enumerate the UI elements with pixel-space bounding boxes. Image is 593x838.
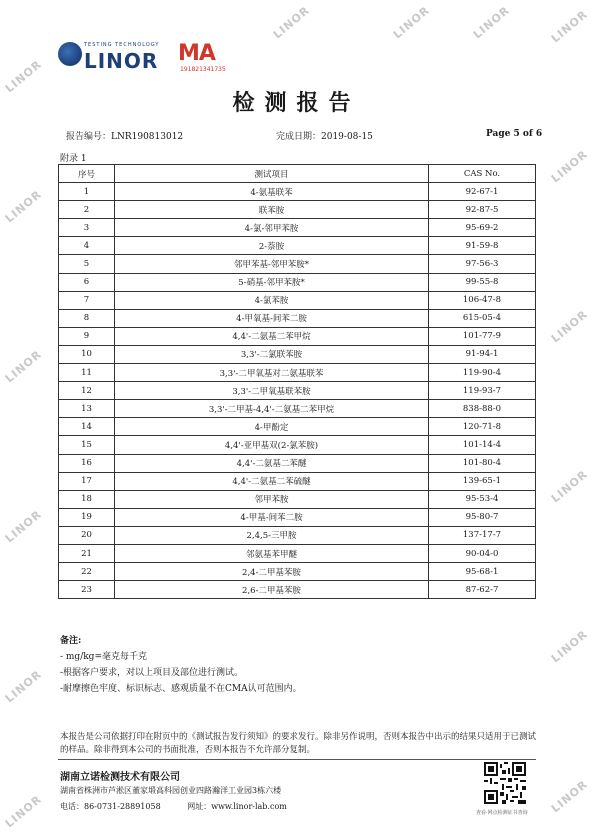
note-line: -根据客户要求，对以上项目及部位进行测试。 [60,668,244,678]
cell-no: 9 [59,327,115,345]
logo-text: LINOR [84,49,159,73]
cell-test-item: 4-氨基联苯 [115,183,429,201]
cell-cas-number: 92-67-1 [429,183,536,201]
table-row [59,581,536,599]
cell-cas-number: 119-93-7 [429,382,536,400]
table-row [59,183,536,201]
watermark: LINOR [548,627,591,666]
cell-no: 16 [59,454,115,472]
qr-code-icon [484,762,526,804]
cell-no: 4 [59,237,115,255]
cell-test-item: 4,4'-二氨基二苯硫醚 [115,472,429,490]
cell-no: 22 [59,563,115,581]
table-row [59,309,536,327]
cell-test-item: 3,3'-二甲基-4,4'-二氨基二苯甲烷 [115,400,429,418]
cell-test-item: 4-氯苯胺 [115,291,429,309]
column-header-cas: CAS No. [429,165,536,183]
cell-no: 15 [59,436,115,454]
cell-cas-number: 615-05-4 [429,309,536,327]
cell-test-item: 4-甲酚定 [115,418,429,436]
cell-cas-number: 95-80-7 [429,508,536,526]
notes [60,633,302,697]
cell-no: 18 [59,490,115,508]
watermark: LINOR [548,7,591,46]
cell-test-item: 3,3'-二氯联苯胺 [115,345,429,363]
footer-divider [58,759,536,760]
phone: 电话：86-0731-28891058 [60,802,161,811]
cell-cas-number: 101-80-4 [429,454,536,472]
watermark: LINOR [2,792,45,831]
cell-no: 20 [59,526,115,544]
page-title: 检测报告 [232,90,361,116]
cell-cas-number: 101-77-9 [429,327,536,345]
cell-cas-number: 99-55-8 [429,273,536,291]
cell-test-item: 2-萘胺 [115,237,429,255]
table-header-row [59,165,536,183]
watermark: LINOR [2,187,45,226]
watermark: LINOR [2,507,45,546]
table-row [59,472,536,490]
table-row [59,400,536,418]
cell-cas-number: 120-71-8 [429,418,536,436]
cell-test-item: 5-硝基-邻甲苯胺* [115,273,429,291]
watermark: LINOR [270,3,313,42]
cell-no: 1 [59,183,115,201]
company-name: 湖南立诺检测技术有限公司 [60,772,180,783]
cell-no: 14 [59,418,115,436]
cell-no: 5 [59,255,115,273]
cell-no: 6 [59,273,115,291]
cell-no: 23 [59,581,115,599]
report-number: 报告编号：LNR190813012 [66,132,184,142]
cell-cas-number: 91-94-1 [429,345,536,363]
cell-test-item: 4,4'-亚甲基双(2-氯苯胺) [115,436,429,454]
website: 网址：www.linor-lab.com [187,802,287,811]
cell-test-item: 联苯胺 [115,201,429,219]
table-row [59,544,536,562]
watermark: LINOR [2,57,45,96]
cell-test-item: 2,4-二甲基苯胺 [115,563,429,581]
cell-test-item: 4-氯-邻甲苯胺 [115,219,429,237]
cell-no: 13 [59,400,115,418]
cell-test-item: 邻氨基苯甲醚 [115,544,429,562]
table-row [59,418,536,436]
cell-no: 2 [59,201,115,219]
test-items-table [58,164,536,599]
cell-no: 3 [59,219,115,237]
note-line: - mg/kg=毫克每千克 [60,652,147,662]
watermark: LINOR [548,307,591,346]
cell-no: 12 [59,382,115,400]
watermark: LINOR [548,777,591,816]
cma-logo [178,41,236,75]
contact-line [60,801,311,812]
table-row [59,382,536,400]
cell-test-item: 邻甲苯基-邻甲苯胺* [115,255,429,273]
cell-cas-number: 101-14-4 [429,436,536,454]
appendix-label: 附录 1 [60,154,87,164]
table-row [59,345,536,363]
cell-cas-number: 91-59-8 [429,237,536,255]
cell-no: 7 [59,291,115,309]
company-address: 湖南省株洲市芦淞区董家塅高科园创业四路瀚洋工业园3栋六楼 [60,786,282,795]
table-row [59,563,536,581]
linor-logo [58,40,178,80]
notes-title: 备注: [60,636,82,646]
table-row [59,508,536,526]
table-row [59,201,536,219]
cell-test-item: 4,4'-二氨基二苯醚 [115,454,429,472]
watermark: LINOR [470,3,513,42]
page-number: Page 5 of 6 [486,129,543,139]
cma-mark: MA [178,41,215,66]
logo-subtitle: TESTING TECHNOLOGY [84,42,160,48]
cell-cas-number: 90-04-0 [429,544,536,562]
cell-cas-number: 95-53-4 [429,490,536,508]
cell-no: 17 [59,472,115,490]
cell-cas-number: 92-87-5 [429,201,536,219]
cell-test-item: 3,3'-二甲氧基联苯胺 [115,382,429,400]
column-header-no: 序号 [59,165,115,183]
cell-cas-number: 87-62-7 [429,581,536,599]
cell-cas-number: 95-68-1 [429,563,536,581]
cma-number: 191821341735 [180,66,226,73]
table-row [59,436,536,454]
cell-test-item: 4,4'-二氨基二苯甲烷 [115,327,429,345]
cell-no: 11 [59,364,115,382]
cell-test-item: 邻甲苯胺 [115,490,429,508]
table-row [59,237,536,255]
qr-caption: 查看·网点检测证书查询 [476,810,528,816]
completion-date: 完成日期：2019-08-15 [276,132,373,142]
table-row [59,219,536,237]
table-row [59,364,536,382]
cell-test-item: 4-甲基-间苯二胺 [115,508,429,526]
note-line: -耐摩擦色牢度、标识标志、感观质量不在CMA认可范围内。 [60,684,302,694]
cell-no: 10 [59,345,115,363]
disclaimer: 本报告是公司依据打印在附页中的《测试报告发行须知》的要求发行。除非另作说明，否则本报告中出示的结果只适用于已测试的样品。除非得到本公司的书面批准，否则本报告不允许部分复制。 [60,732,537,755]
table-row [59,526,536,544]
cell-cas-number: 97-56-3 [429,255,536,273]
table-row [59,454,536,472]
table-row [59,273,536,291]
globe-icon [58,42,82,66]
cell-no: 8 [59,309,115,327]
cell-cas-number: 139-65-1 [429,472,536,490]
table-row [59,291,536,309]
cell-test-item: 2,4,5-三甲胺 [115,526,429,544]
cell-test-item: 4-甲氧基-间苯二胺 [115,309,429,327]
watermark: LINOR [548,467,591,506]
cell-cas-number: 119-90-4 [429,364,536,382]
watermark: LINOR [2,347,45,386]
watermark: LINOR [390,3,433,42]
cell-cas-number: 95-69-2 [429,219,536,237]
cell-no: 21 [59,544,115,562]
cell-cas-number: 137-17-7 [429,526,536,544]
cell-test-item: 3,3'-二甲氧基对二氨基联苯 [115,364,429,382]
watermark: LINOR [2,667,45,706]
cell-cas-number: 838-88-0 [429,400,536,418]
watermark: LINOR [548,147,591,186]
cell-no: 19 [59,508,115,526]
table-row [59,327,536,345]
table-row [59,255,536,273]
cell-test-item: 2,6-二甲基苯胺 [115,581,429,599]
column-header-item: 测试项目 [115,165,429,183]
table-row [59,490,536,508]
cell-cas-number: 106-47-8 [429,291,536,309]
